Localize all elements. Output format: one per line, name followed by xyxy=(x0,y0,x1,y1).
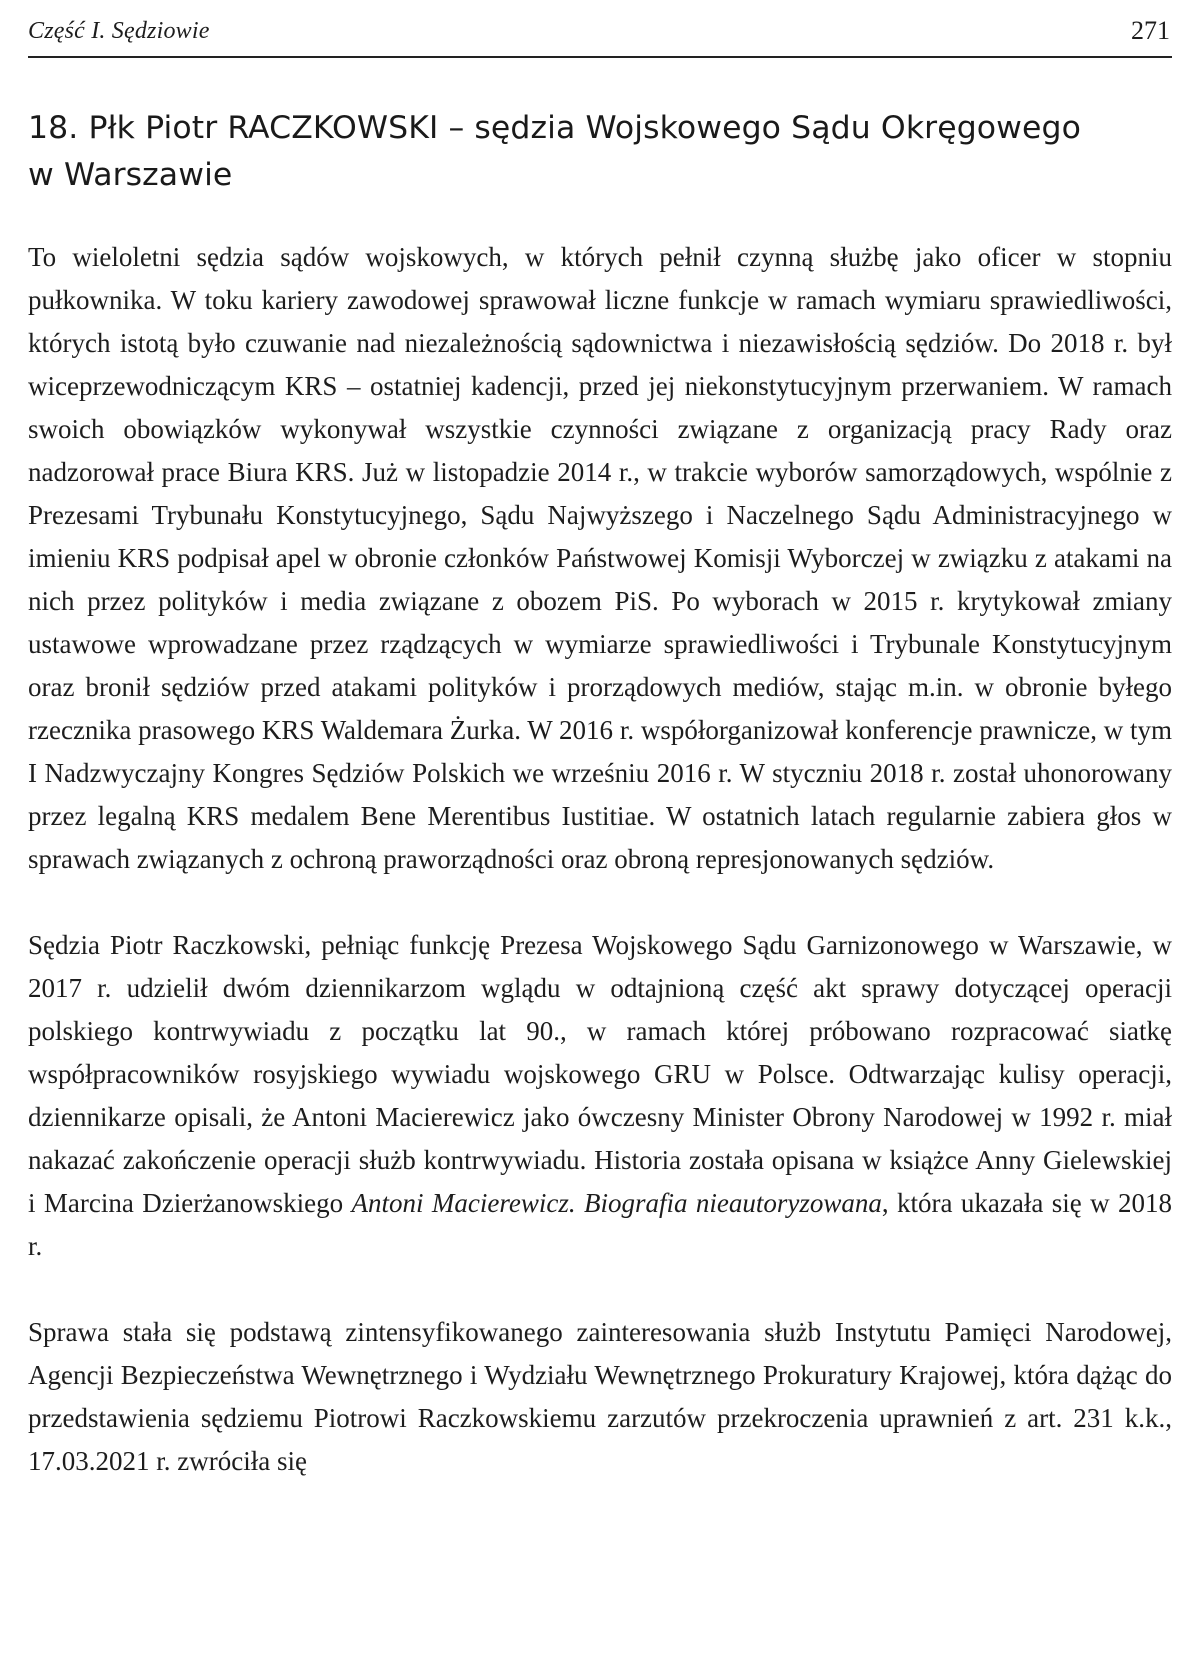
paragraph-2 xyxy=(28,924,1172,1268)
body-text xyxy=(28,236,1172,1483)
page-number: 271 xyxy=(1131,16,1170,45)
chapter-title-line-2: w Warszawie xyxy=(28,157,233,193)
book-title: Antoni Macierewicz. Biografia nieautoryzowana xyxy=(351,1188,882,1218)
chapter-title xyxy=(28,105,1172,199)
paragraph-3: Sprawa stała się podstawą zintensyfikowanego zainteresowania służb Instytutu Pamięci Narodowej, Agencji Bezpieczeństwa Wewnętrznego i Wydziału Wewnętrznego Prokuratury Krajowej, która dążąc do przedstawienia sędziemu Piotrowi Raczkowskiemu zarzutów przekroczenia uprawnień z art. 231 k.k., 17.03.2021 r. zwróciła się xyxy=(28,1317,1172,1476)
chapter-title-line-1: 18. Płk Piotr RACZKOWSKI – sędzia Wojskowego Sądu Okręgowego xyxy=(28,110,1081,146)
paragraph-1: To wieloletni sędzia sądów wojskowych, w których pełnił czynną służbę jako oficer w stopniu pułkownika. W toku kariery zawodowej sprawował liczne funkcje w ramach wymiaru sprawiedliwości, których istotą było czuwanie nad niezależnością sądownictwa i niezawisłością sędziów. Do 2018 r. był wiceprzewodniczącym KRS – ostatniej kadencji, przed jej niekonstytucyjnym przerwaniem. W ramach swoich obowiązków wykonywał wszystkie czynności związane z organizacją pracy Rady oraz nadzorował prace Biura KRS. Już w listopadzie 2014 r., w trakcie wyborów samorządowych, wspólnie z Prezesami Trybunału Konstytucyjnego, Sądu Najwyższego i Naczelnego Sądu Administracyjnego w imieniu KRS podpisał apel w obronie członków Państwowej Komisji Wyborczej w związku z atakami na nich przez polityków i media związane z obozem PiS. Po wyborach w 2015 r. krytykował zmiany ustawowe wprowadzane przez rządzących w wymiarze sprawiedliwości i Trybunale Konstytucyjnym oraz bronił sędziów przed atakami polityków i prorządowych mediów, stając m.in. w obronie byłego rzecznika prasowego KRS Waldemara Żurka. W 2016 r. współorganizował konferencje prawnicze, w tym I Nadzwyczajny Kongres Sędziów Polskich we wrześniu 2016 r. W styczniu 2018 r. został uhonorowany przez legalną KRS medalem Bene Merentibus Iustitiae. W ostatnich latach regularnie zabiera głos w sprawach związanych z ochroną praworządności oraz obroną represjonowanych sędziów. xyxy=(28,242,1172,874)
paragraph-2-text-after: , która ukazała się w 2018 r. xyxy=(28,1188,1173,1261)
running-title: Część I. Sędziowie xyxy=(28,18,210,44)
paragraph-2-text-before: Sędzia Piotr Raczkowski, pełniąc funkcję Prezesa Wojskowego Sądu Garnizonowego w Warszawie, w 2017 r. udzielił dwóm dziennikarzom wglądu w odtajnioną część akt sprawy dotyczącej operacji polskiego kontrwywiadu z początku lat 90., w ramach której próbowano rozpracować siatkę współpracowników rosyjskiego wywiadu wojskowego GRU w Polsce. Odtwarzając kulisy operacji, dziennikarze opisali, że Antoni Macierewicz jako ówczesny Minister Obrony Narodowej w 1992 r. miał nakazać zakończenie operacji służb kontrwywiadu. Historia została opisana w książce Anny Gielewskiej i Marcina Dzierżanowskiego xyxy=(28,930,1172,1218)
running-header xyxy=(28,12,1172,58)
